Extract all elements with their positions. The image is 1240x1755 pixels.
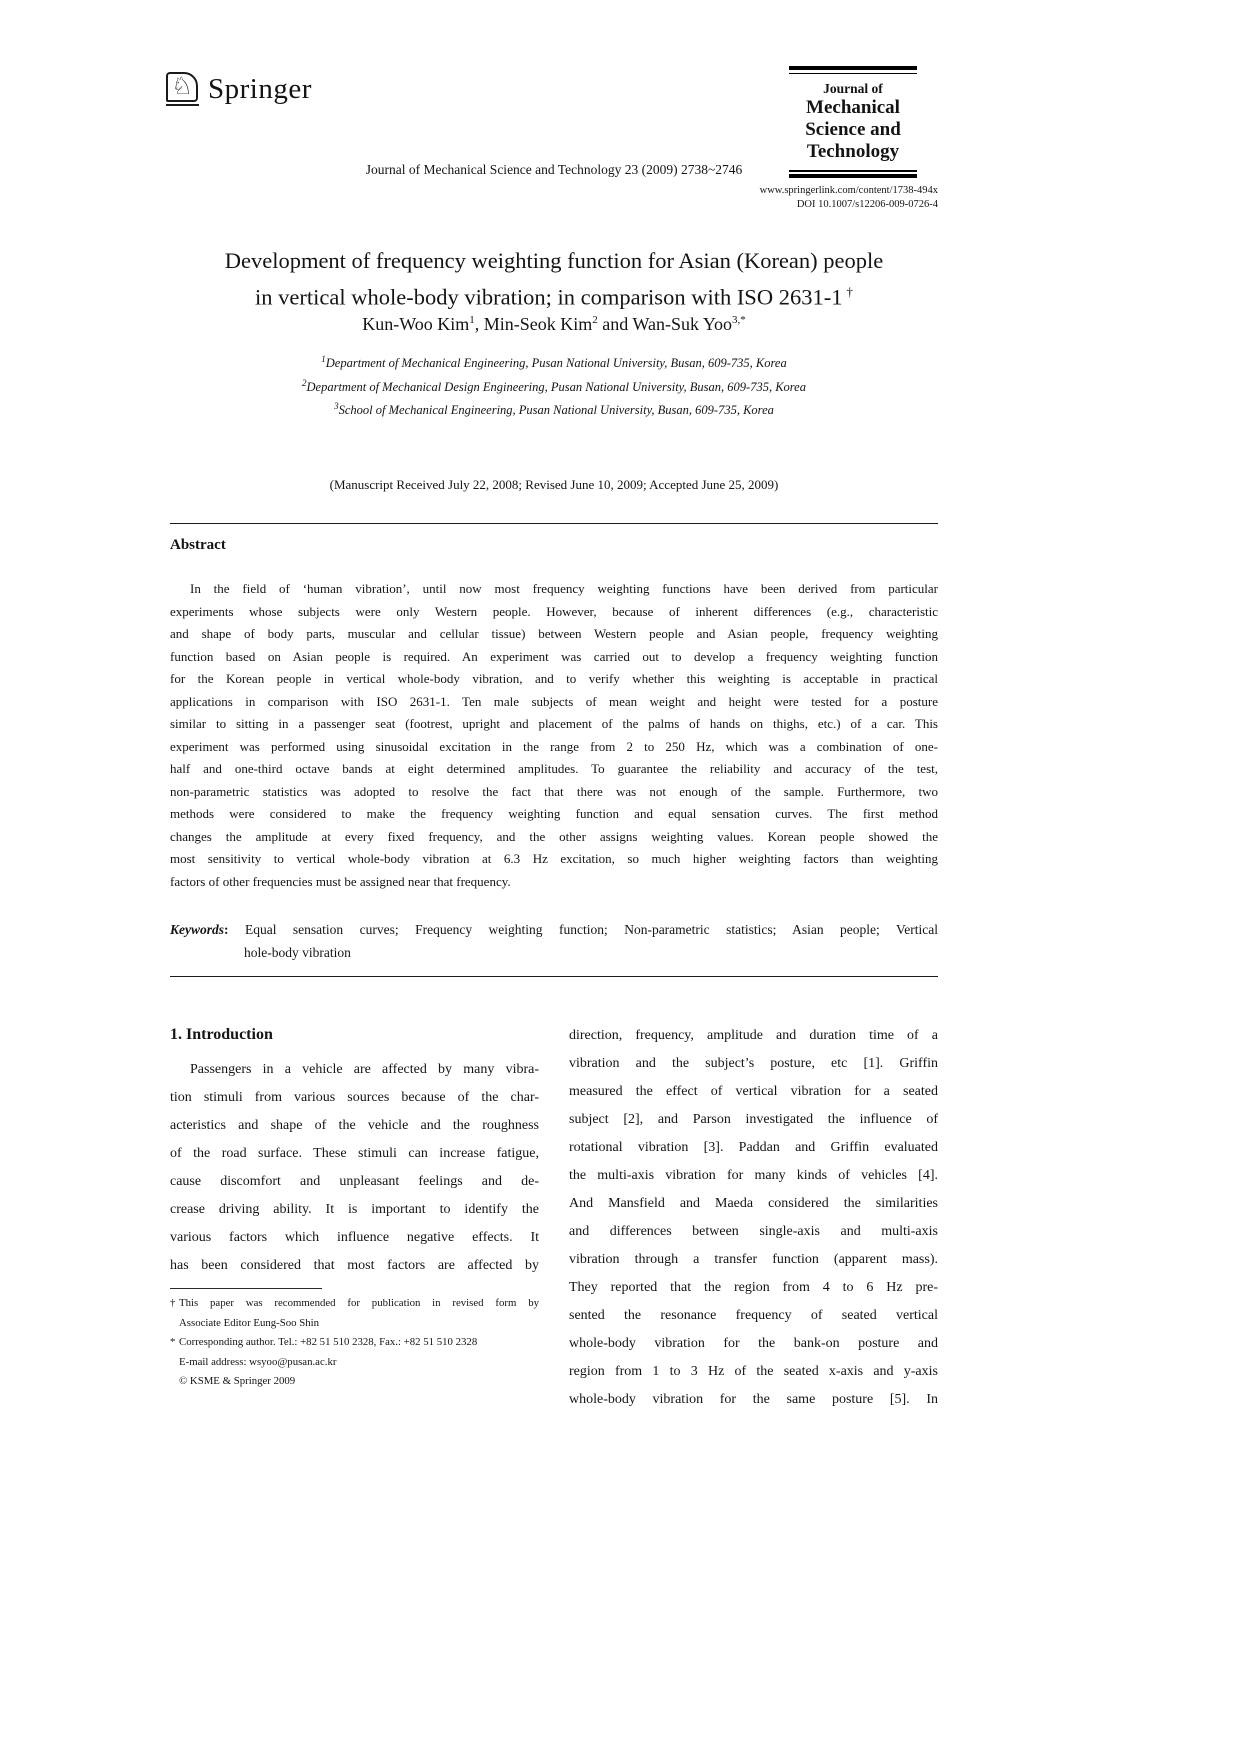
body-text-line: vibration through a transfer function (apparent mass).: [569, 1252, 938, 1267]
masthead-rule: [789, 73, 917, 75]
body-text-line: whole-body vibration for the bank-on posture and: [569, 1336, 938, 1351]
abstract-line: similar to sitting in a passenger seat (footrest, upright and placement of the palms of hands on thighs, etc.) of a car. This: [170, 716, 938, 731]
body-text-line: And Mansfield and Maeda considered the similarities: [569, 1196, 938, 1211]
abstract-line: non-parametric statistics was adopted to resolve the fact that there was not enough of the sample. Furthermore, two: [170, 783, 938, 799]
body-text-line: the multi-axis vibration for many kinds of vehicles [4].: [569, 1168, 938, 1183]
keywords-line-2: hole-body vibration: [244, 945, 351, 960]
link-doi-block: [170, 184, 938, 211]
body-text-line: of the road surface. These stimuli can increase fatigue,: [170, 1146, 539, 1161]
body-text-line: tion stimuli from various sources because of the char-: [170, 1090, 539, 1105]
footnote-text: Associate Editor Eung-Soo Shin: [179, 1316, 320, 1329]
author-affiliation-mark: 2: [592, 314, 598, 326]
keywords-line-1: Keywords: Equal sensation curves; Frequency weighting function; Non-parametric statistics; Asian people; Vertical: [170, 922, 938, 937]
journal-box-name: [789, 97, 917, 163]
footnote-text: Corresponding author. Tel.: +82 51 510 2328, Fax.: +82 51 510 2328: [179, 1336, 478, 1348]
introduction-paragraph: [170, 1056, 539, 1280]
footnote-line: [170, 1294, 539, 1314]
abstract-line: experiment was performed using sinusoidal excitation in the range from 2 to 250 Hz, which was a combination of one-: [170, 738, 938, 754]
footnote-marker: †: [170, 1297, 176, 1309]
body-text-line: region from 1 to 3 Hz of the seated x-axis and y-axis: [569, 1364, 938, 1379]
body-text-line: and differences between single-axis and multi-axis: [569, 1224, 938, 1239]
body-text-line: measured the effect of vertical vibration for a seated: [569, 1084, 938, 1099]
affiliation: [170, 374, 938, 398]
section-heading-introduction: 1. Introduction: [170, 1026, 273, 1043]
author-separator: ,: [474, 314, 484, 334]
body-text-line: Passengers in a vehicle are affected by many vibra-: [190, 1062, 539, 1077]
body-text-line: vibration and the subject’s posture, etc [1]. Griffin: [569, 1056, 938, 1071]
body-text-line: crease driving ability. It is important to identify the: [170, 1202, 539, 1217]
abstract-line: for the Korean people in vertical whole-body vibration, and to verify whether this weighting is acceptable in practical: [170, 671, 938, 686]
left-column: [170, 1022, 539, 1414]
affiliation-text: Department of Mechanical Engineering, Pusan National University, Busan, 609-735, Korea: [325, 356, 787, 371]
masthead-rule: [789, 66, 917, 70]
author-affiliation-mark: 3,*: [732, 314, 746, 326]
right-column: [569, 1022, 938, 1414]
footnote-rule: [170, 1288, 322, 1289]
footnote-text: This paper was recommended for publication in revised form by: [179, 1297, 539, 1309]
affiliation-text: Department of Mechanical Design Engineering, Pusan National University, Busan, 609-735, Korea: [306, 379, 806, 394]
abstract-line: most sensitivity to vertical whole-body vibration at 6.3 Hz excitation, so much higher weighting factors than weighting: [170, 851, 938, 866]
abstract-paragraph: [170, 578, 938, 893]
journal-box-top-label: Journal of: [823, 81, 883, 96]
author-name: Min-Seok Kim: [483, 314, 593, 334]
footnote-block: [170, 1288, 539, 1392]
journal-name-line: Mechanical: [806, 97, 900, 118]
journal-citation: Journal of Mechanical Science and Technology 23 (2009) 2738~2746: [365, 162, 743, 177]
body-text-line: various factors which influence negative effects. It: [170, 1230, 539, 1245]
right-column-paragraph: [569, 1022, 938, 1414]
author-affiliation-mark: 1: [469, 314, 475, 326]
author: [362, 314, 475, 334]
keywords-text: Equal sensation curves; Frequency weighting function; Non-parametric statistics; Asian people; Vertical: [228, 922, 938, 937]
keywords-block: [170, 918, 938, 964]
author: [475, 314, 598, 334]
body-text-line: They reported that the region from 4 to 6 Hz pre-: [569, 1280, 938, 1295]
abstract-line: factors of other frequencies must be assigned near that frequency.: [170, 873, 511, 889]
abstract-line: and shape of body parts, muscular and cellular tissue) between Western people and Asian people, frequency weighting: [170, 626, 938, 641]
abstract-line: applications in comparison with ISO 2631-1. Ten male subjects of mean weight and height were tested for a posture: [170, 693, 938, 709]
footnote-marker: *: [170, 1336, 176, 1348]
abstract-line: half and one-third octave bands at eight determined amplitudes. To guarantee the reliability and accuracy of the test,: [170, 761, 938, 776]
affiliation-number: 2: [302, 377, 307, 388]
footnote-text: E-mail address: wsyoo@pusan.ac.kr: [179, 1355, 337, 1368]
affiliation: [170, 350, 938, 374]
springerlink-url[interactable]: www.springerlink.com/content/1738-494x: [759, 185, 938, 196]
body-text-line: cause discomfort and unpleasant feelings and de-: [170, 1174, 539, 1189]
springer-logo: [166, 72, 312, 106]
divider-rule: [170, 976, 938, 977]
title-line-2: in vertical whole-body vibration; in comparison with ISO 2631-1 †: [255, 284, 853, 310]
author: [598, 314, 746, 334]
body-columns: [170, 1022, 938, 1414]
abstract-heading: Abstract: [170, 537, 226, 553]
footnote-text: © KSME & Springer 2009: [179, 1375, 296, 1387]
affiliation: [170, 397, 938, 421]
divider-rule: [170, 523, 938, 524]
abstract-line: function based on Asian people is required. An experiment was carried out to develop a frequency weighting function: [170, 648, 938, 664]
title-line-1: Development of frequency weighting function for Asian (Korean) people: [224, 248, 884, 273]
journal-name-line: Technology: [806, 141, 900, 162]
footnote-lines: [170, 1294, 539, 1392]
doi: DOI 10.1007/s12206-009-0726-4: [796, 198, 938, 210]
footnote-line: [170, 1372, 539, 1392]
author-list: [170, 314, 938, 335]
author-separator: and: [597, 314, 633, 334]
abstract-line: changes the amplitude at every fixed frequency, and the other assigns weighting values. Korean people showed the: [170, 828, 938, 844]
journal-name-line: Science and: [805, 119, 901, 140]
affiliation-number: 1: [321, 354, 326, 364]
abstract-line: experiments whose subjects were only Western people. However, because of inherent differences (e.g., characteristic: [170, 603, 938, 619]
keywords-label: Keywords: [170, 922, 224, 937]
abstract-line: methods were considered to make the frequency weighting function and equal sensation curves. The first method: [170, 806, 938, 821]
footnote-line: [170, 1353, 539, 1373]
body-text-line: acteristics and shape of the vehicle and the roughness: [170, 1118, 539, 1133]
affiliation-number: 3: [334, 401, 339, 412]
publisher-name: Springer: [208, 72, 312, 105]
springer-knight-icon: ♘: [166, 72, 199, 106]
affiliation-list: [170, 350, 938, 421]
manuscript-history: (Manuscript Received July 22, 2008; Revised June 10, 2009; Accepted June 25, 2009): [329, 477, 779, 492]
title-footnote-mark: †: [846, 284, 853, 299]
article-title: [140, 245, 968, 313]
footnote-line: [170, 1314, 539, 1334]
body-text-line: subject [2], and Parson investigated the influence of: [569, 1112, 938, 1127]
body-text-line: rotational vibration [3]. Paddan and Griffin evaluated: [569, 1140, 938, 1155]
author-name: Kun-Woo Kim: [362, 314, 470, 334]
author-name: Wan-Suk Yoo: [632, 314, 733, 334]
body-text-line: direction, frequency, amplitude and duration time of a: [569, 1028, 938, 1043]
footnote-line: [170, 1333, 539, 1353]
abstract-line: In the field of ‘human vibration’, until now most frequency weighting functions have been derived from particular: [190, 581, 938, 596]
affiliation-text: School of Mechanical Engineering, Pusan National University, Busan, 609-735, Korea: [338, 403, 774, 418]
body-text-line: has been considered that most factors are affected by: [170, 1258, 539, 1273]
body-text-line: sented the resonance frequency of seated vertical: [569, 1308, 938, 1323]
body-text-line: whole-body vibration for the same posture [5]. In: [569, 1392, 938, 1407]
